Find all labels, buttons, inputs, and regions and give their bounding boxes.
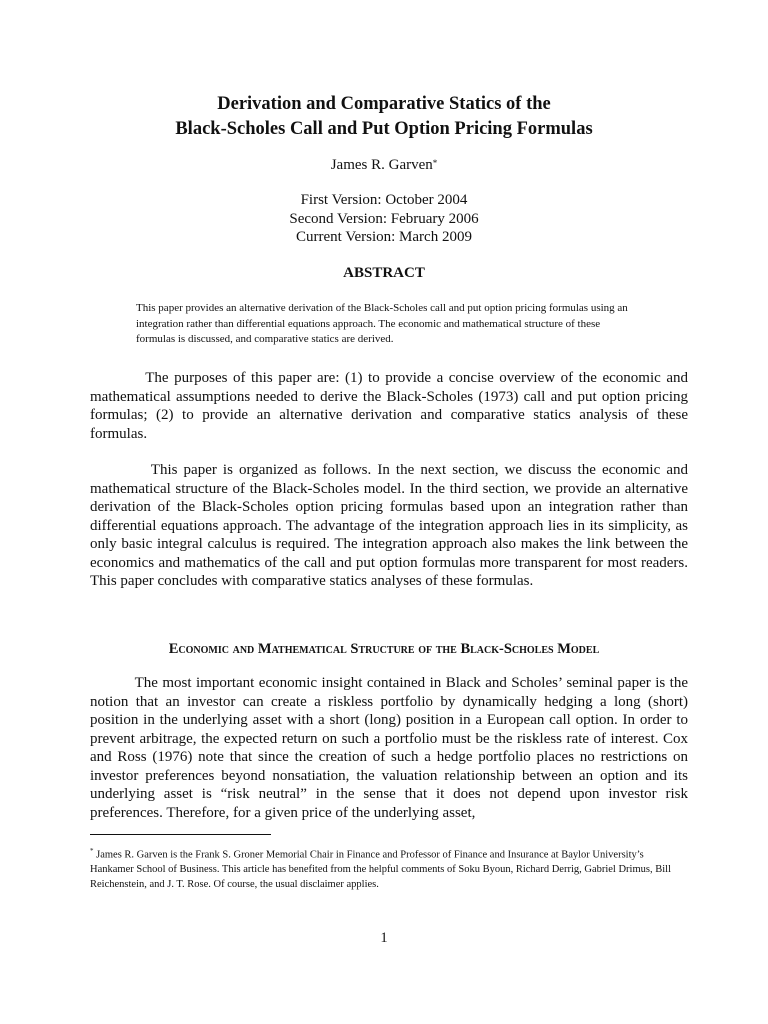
author-footnote-marker: * — [432, 158, 438, 168]
body-paragraph-2: This paper is organized as follows. In the next section, we discuss the economic and mathematical structure of the Black-Scholes model. In the third section, we provide an alternative derivation of the Black-Scholes option pricing formulas based upon an integration rather than differential equations approach. The advantage of the integration approach lies in its simplicity, as only basic integral calculus is required. The integration approach also makes the link between the economics and mathematics of the call and put option formulas more transparent for most readers. This paper concludes with comparative statics analyses of these formulas. — [90, 462, 688, 589]
author-line — [0, 156, 768, 175]
paper-title-line-2: Black-Scholes Call and Put Option Pricing Formulas — [175, 119, 593, 139]
current-version: Current Version: March 2009 — [296, 229, 472, 245]
abstract-text: This paper provides an alternative derivation of the Black-Scholes call and put option pricing formulas using an integration rather than differential equations approach. The economic and mathematical structure of these formulas is discussed, and comparative statics are derived. — [136, 302, 628, 345]
footnote-divider — [90, 834, 271, 835]
body-paragraph-1: The purposes of this paper are: (1) to provide a concise overview of the economic and mathematical assumptions needed to derive the Black-Scholes (1973) call and put option pricing formulas; (2) to provide an alternative derivation and comparative statics analysis of these formulas. — [90, 370, 688, 442]
footnote-text: James R. Garven is the Frank S. Groner Memorial Chair in Finance and Professor of Finance and Insurance at Baylor University’s Hankamer School of Business. This article has benefited from the helpful comments of Soku Byoun, Richard Derrig, Gabriel Drimus, Bill Reichenstein, and J. T. Rose. Of course, the usual disclaimer applies. — [90, 849, 671, 890]
version-info — [0, 191, 768, 247]
footnote-marker: * — [90, 847, 94, 855]
first-version: First Version: October 2004 — [300, 192, 468, 208]
author-name: James R. Garven — [330, 157, 433, 173]
paper-title-line-1: Derivation and Comparative Statics of the — [217, 94, 551, 114]
footnote — [90, 844, 688, 892]
section-heading: Economic and Mathematical Structure of the Black-Scholes Model — [168, 641, 600, 657]
second-version: Second Version: February 2006 — [289, 210, 479, 227]
abstract-heading: ABSTRACT — [343, 265, 425, 281]
body-paragraph-3: The most important economic insight contained in Black and Scholes’ seminal paper is the notion that an investor can create a riskless portfolio by dynamically hedging a long (short) position in the underlying asset with a short (long) position in a European call option. In order to prevent arbitrage, the expected return on such a portfolio must be the riskless rate of interest. Cox and Ross (1976) note that since the creation of such a hedge portfolio places no restrictions on investor preferences beyond nonsatiation, the valuation relationship between an option and its underlying asset is “risk neutral” in the sense that it does not depend upon investor risk preferences. Therefore, for a given price of the underlying asset, — [90, 675, 688, 821]
page-number: 1 — [380, 930, 388, 946]
